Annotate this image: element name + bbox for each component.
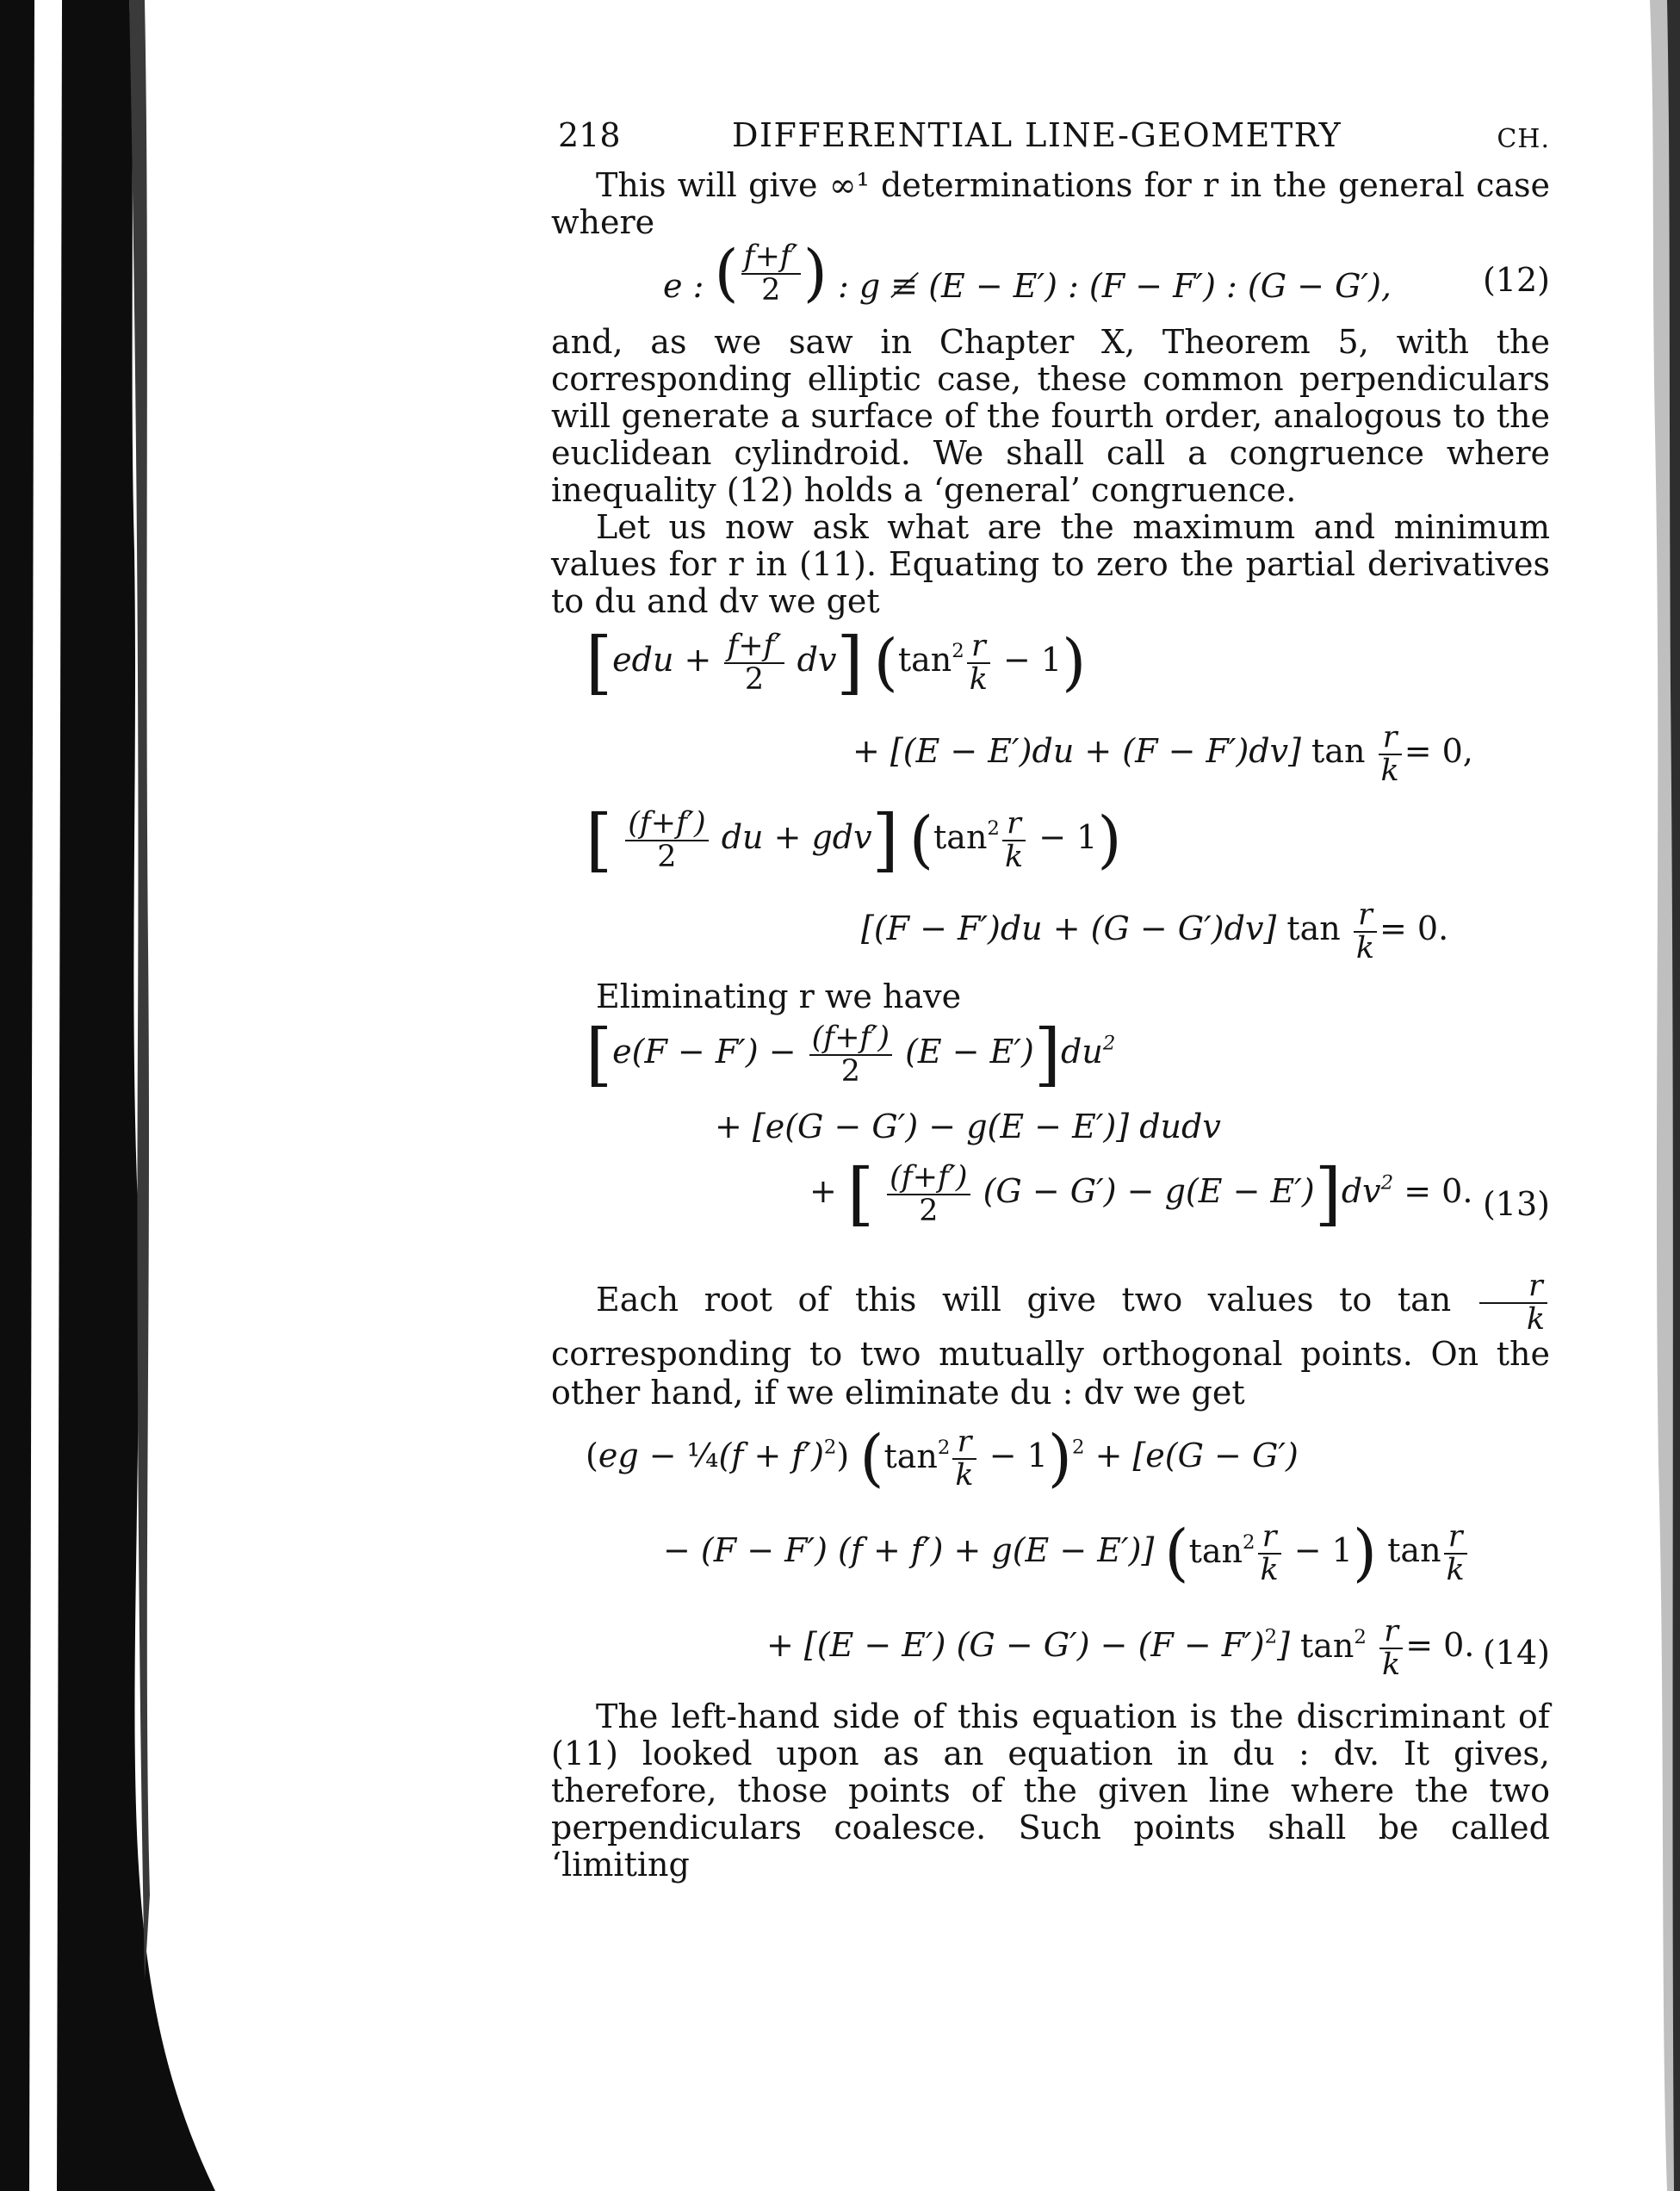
right-edge-shadow <box>1598 0 1680 2191</box>
equation-number-13: (13) <box>1482 1185 1550 1223</box>
equation-number-12: (12) <box>1482 261 1550 299</box>
paragraph-3: Let us now ask what are the maximum and minimum values for r in (11). Equating to zero the partial derivatives to du and dv we get <box>551 508 1550 620</box>
paragraph-4: Eliminating r we have <box>596 978 962 1015</box>
paragraph-6: The left-hand side of this equation is the discriminant of (11) looked upon as an equation in du : dv. It gives, therefore, those points of the given line where the two perpendiculars coalesce. Such points shall be called ‘limiting <box>551 1698 1550 1884</box>
inline-fraction-r-over-k: $\frac{r}{k}$ <box>1479 1270 1547 1335</box>
equation-number-14: (14) <box>1482 1634 1550 1673</box>
equation-13-line-2: + [e(G − G′) − g(E − E′)] dudv <box>715 1108 1221 1145</box>
paragraph-5-start: Each root of this will give two values to tan <box>596 1281 1452 1319</box>
running-header <box>551 103 1550 167</box>
left-page-edge <box>0 0 215 2191</box>
left-edge-shadow <box>0 0 215 2191</box>
page-number: 218 <box>558 116 621 154</box>
equation-12: e : ( $\frac{f+f'}{2}$ ) : g ≢ (E − E′) : (F − F′) : (G − G′), (12) <box>663 237 1550 310</box>
fraction-f-plus-fprime-over-2: $\frac{f+f'}{2}$ <box>741 241 801 306</box>
chapter-abbrev: CH. <box>1497 124 1550 154</box>
paragraph-5 <box>551 1270 1550 1412</box>
equation-13-line-3: + [ $\frac{(f+f')}{2}$ $(G - G') - g(E - E')]dv^2 = 0$. (13) <box>809 1153 1550 1234</box>
equation-partial-du-cont: + [(E − E′)du + (F − F′)dv] tan $\frac{r}{k}$ = 0, <box>852 720 1473 788</box>
book-page <box>551 103 1550 1884</box>
paragraph-1: This will give ∞¹ determinations for r in the general case where <box>551 166 1550 241</box>
equation-partial-dv: [ $\frac{(f+f')}{2}$ du + gdv] ($\tan^2$ $\frac{r}{k}$ − 1) <box>586 799 1122 880</box>
paragraph-2: and, as we saw in Chapter X, Theorem 5, with the corresponding elliptic case, these common perpendiculars will generate a surface of the fourth order, analogous to the euclidean cylindroid. We shall call a congruence where inequality (12) holds a ‘general’ congruence. <box>551 323 1550 509</box>
equation-14-line-3: + [(E − E′) $(G - G') - (F - F')^2$] $\tan^2$ $\frac{r}{k}$ = 0. (14) <box>766 1614 1550 1683</box>
equation-partial-du: [edu + $\frac{f+f'}{2}$ dv] ($\tan^2$ $\frac{r}{k}$ − 1) <box>586 622 1087 703</box>
equation-13-line-1: [e(F − F′) − $\frac{(f+f')}{2}$ $(E - E')]du^2$ <box>586 1014 1116 1095</box>
running-title: DIFFERENTIAL LINE-GEOMETRY <box>732 116 1342 154</box>
equation-14-line-1: (eg − ¼(f + f′)$^2$) ($\tan^2$ $\frac{r}{k}$ − 1)$^2$ + [e(G − G′) <box>586 1423 1299 1496</box>
paragraph-5-end: corresponding to two mutually orthogonal points. On the other hand, if we eliminate du : dv we get <box>551 1335 1550 1412</box>
right-page-edge <box>1598 0 1680 2191</box>
equation-14-line-2: − (F − F′) (f + f′) + g(E − E′)] ($\tan^2$ $\frac{r}{k}$ − 1) tan $\frac{r}{k}$ <box>663 1521 1550 1616</box>
equation-partial-dv-cont: [(F − F′)du + (G − G′)dv] tan $\frac{r}{k}$ = 0. <box>861 897 1449 965</box>
